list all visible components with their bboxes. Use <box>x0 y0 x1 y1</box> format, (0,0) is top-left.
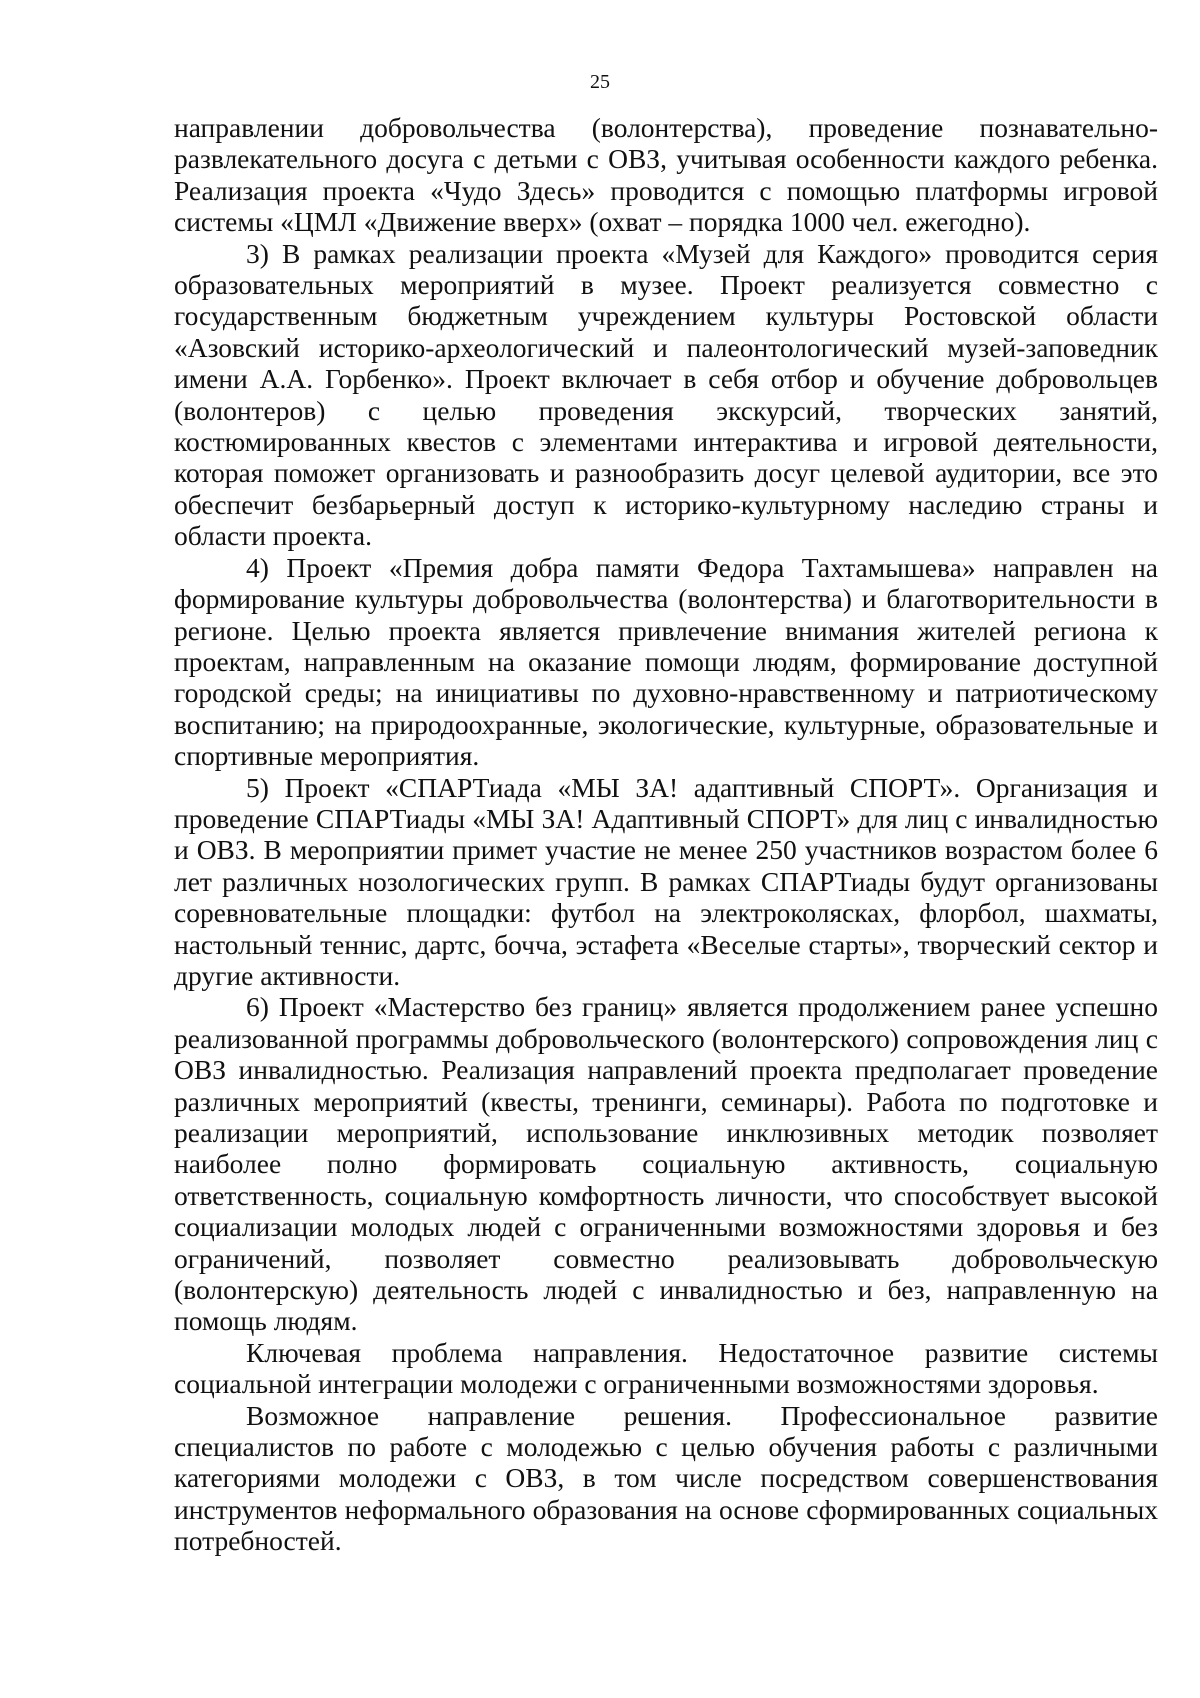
page-number: 25 <box>590 71 610 93</box>
paragraph-kindness-award-project: 4) Проект «Премия добра памяти Федора Тахтамышева» направлен на формирование культуры добровольчества (волонтерства) и благотворительности в регионе. Целью проекта является привлечение внимания жителей региона к проектам, направленным на оказание помощи людям, формирование доступной городской среды; на инициативы по духовно-нравственному и патриотическому воспитанию; на природоохранные, экологические, культурные, образовательные и спортивные мероприятия. <box>174 551 1158 772</box>
paragraph-museum-project: 3) В рамках реализации проекта «Музей для Каждого» проводится серия образовательных мероприятий в музее. Проект реализуется совместно с государственным бюджетным учреждением культуры Ростовской области «Азовский историко-археологический и палеонтологический музей-заповедник имени А.А. Горбенко». Проект включает в себя отбор и обучение добровольцев (волонтеров) с целью проведения экскурсий, творческих занятий, костюмированных квестов с элементами интерактива и игровой деятельности, которая поможет организовать и разнообразить досуг целевой аудитории, все это обеспечит безбарьерный доступ к историко-культурному наследию страны и области проекта. <box>174 237 1158 552</box>
document-body <box>174 112 1158 1557</box>
paragraph-continuation: направлении добровольчества (волонтерства), проведение познавательно-развлекательного досуга с детьми с ОВЗ, учитывая особенности каждого ребенка. Реализация проекта «Чудо Здесь» проводится с помощью платформы игровой системы «ЦМЛ «Движение вверх» (охват – порядка 1000 чел. ежегодно). <box>174 112 1158 238</box>
paragraph-key-problem: Ключевая проблема направления. Недостаточное развитие системы социальной интеграции молодежи с ограниченными возможностями здоровья. <box>174 1336 1158 1400</box>
paragraph-possible-solution: Возможное направление решения. Профессиональное развитие специалистов по работе с молодежью с целью обучения работы с различными категориями молодежи с ОВЗ, в том числе посредством совершенствования инструментов неформального образования на основе сформированных социальных потребностей. <box>174 1399 1158 1557</box>
paragraph-spartiada-project: 5) Проект «СПАРТиада «МЫ ЗА! адаптивный СПОРТ». Организация и проведение СПАРТиады «МЫ ЗА! Адаптивный СПОРТ» для лиц с инвалидностью и ОВЗ. В мероприятии примет участие не менее 250 участников возрастом более 6 лет различных нозологических групп. В рамках СПАРТиады будут организованы соревновательные площадки: футбол на электроколясках, флорбол, шахматы, настольный теннис, дартс, бочча, эстафета «Веселые старты», творческий сектор и другие активности. <box>174 771 1158 991</box>
paragraph-mastery-project: 6) Проект «Мастерство без границ» является продолжением ранее успешно реализованной программы добровольческого (волонтерского) сопровождения лиц с ОВЗ инвалидностью. Реализация направлений проекта предполагает проведение различных мероприятий (квесты, тренинги, семинары). Работа по подготовке и реализации мероприятий, использование инклюзивных методик позволяет наиболее полно формировать социальную активность, социальную ответственность, социальную комфортность личности, что способствует высокой социализации молодых людей с ограниченными возможностями здоровья и без ограничений, позволяет совместно реализовывать добровольческую (волонтерскую) деятельность людей с инвалидностью и без, направленную на помощь людям. <box>174 991 1158 1337</box>
